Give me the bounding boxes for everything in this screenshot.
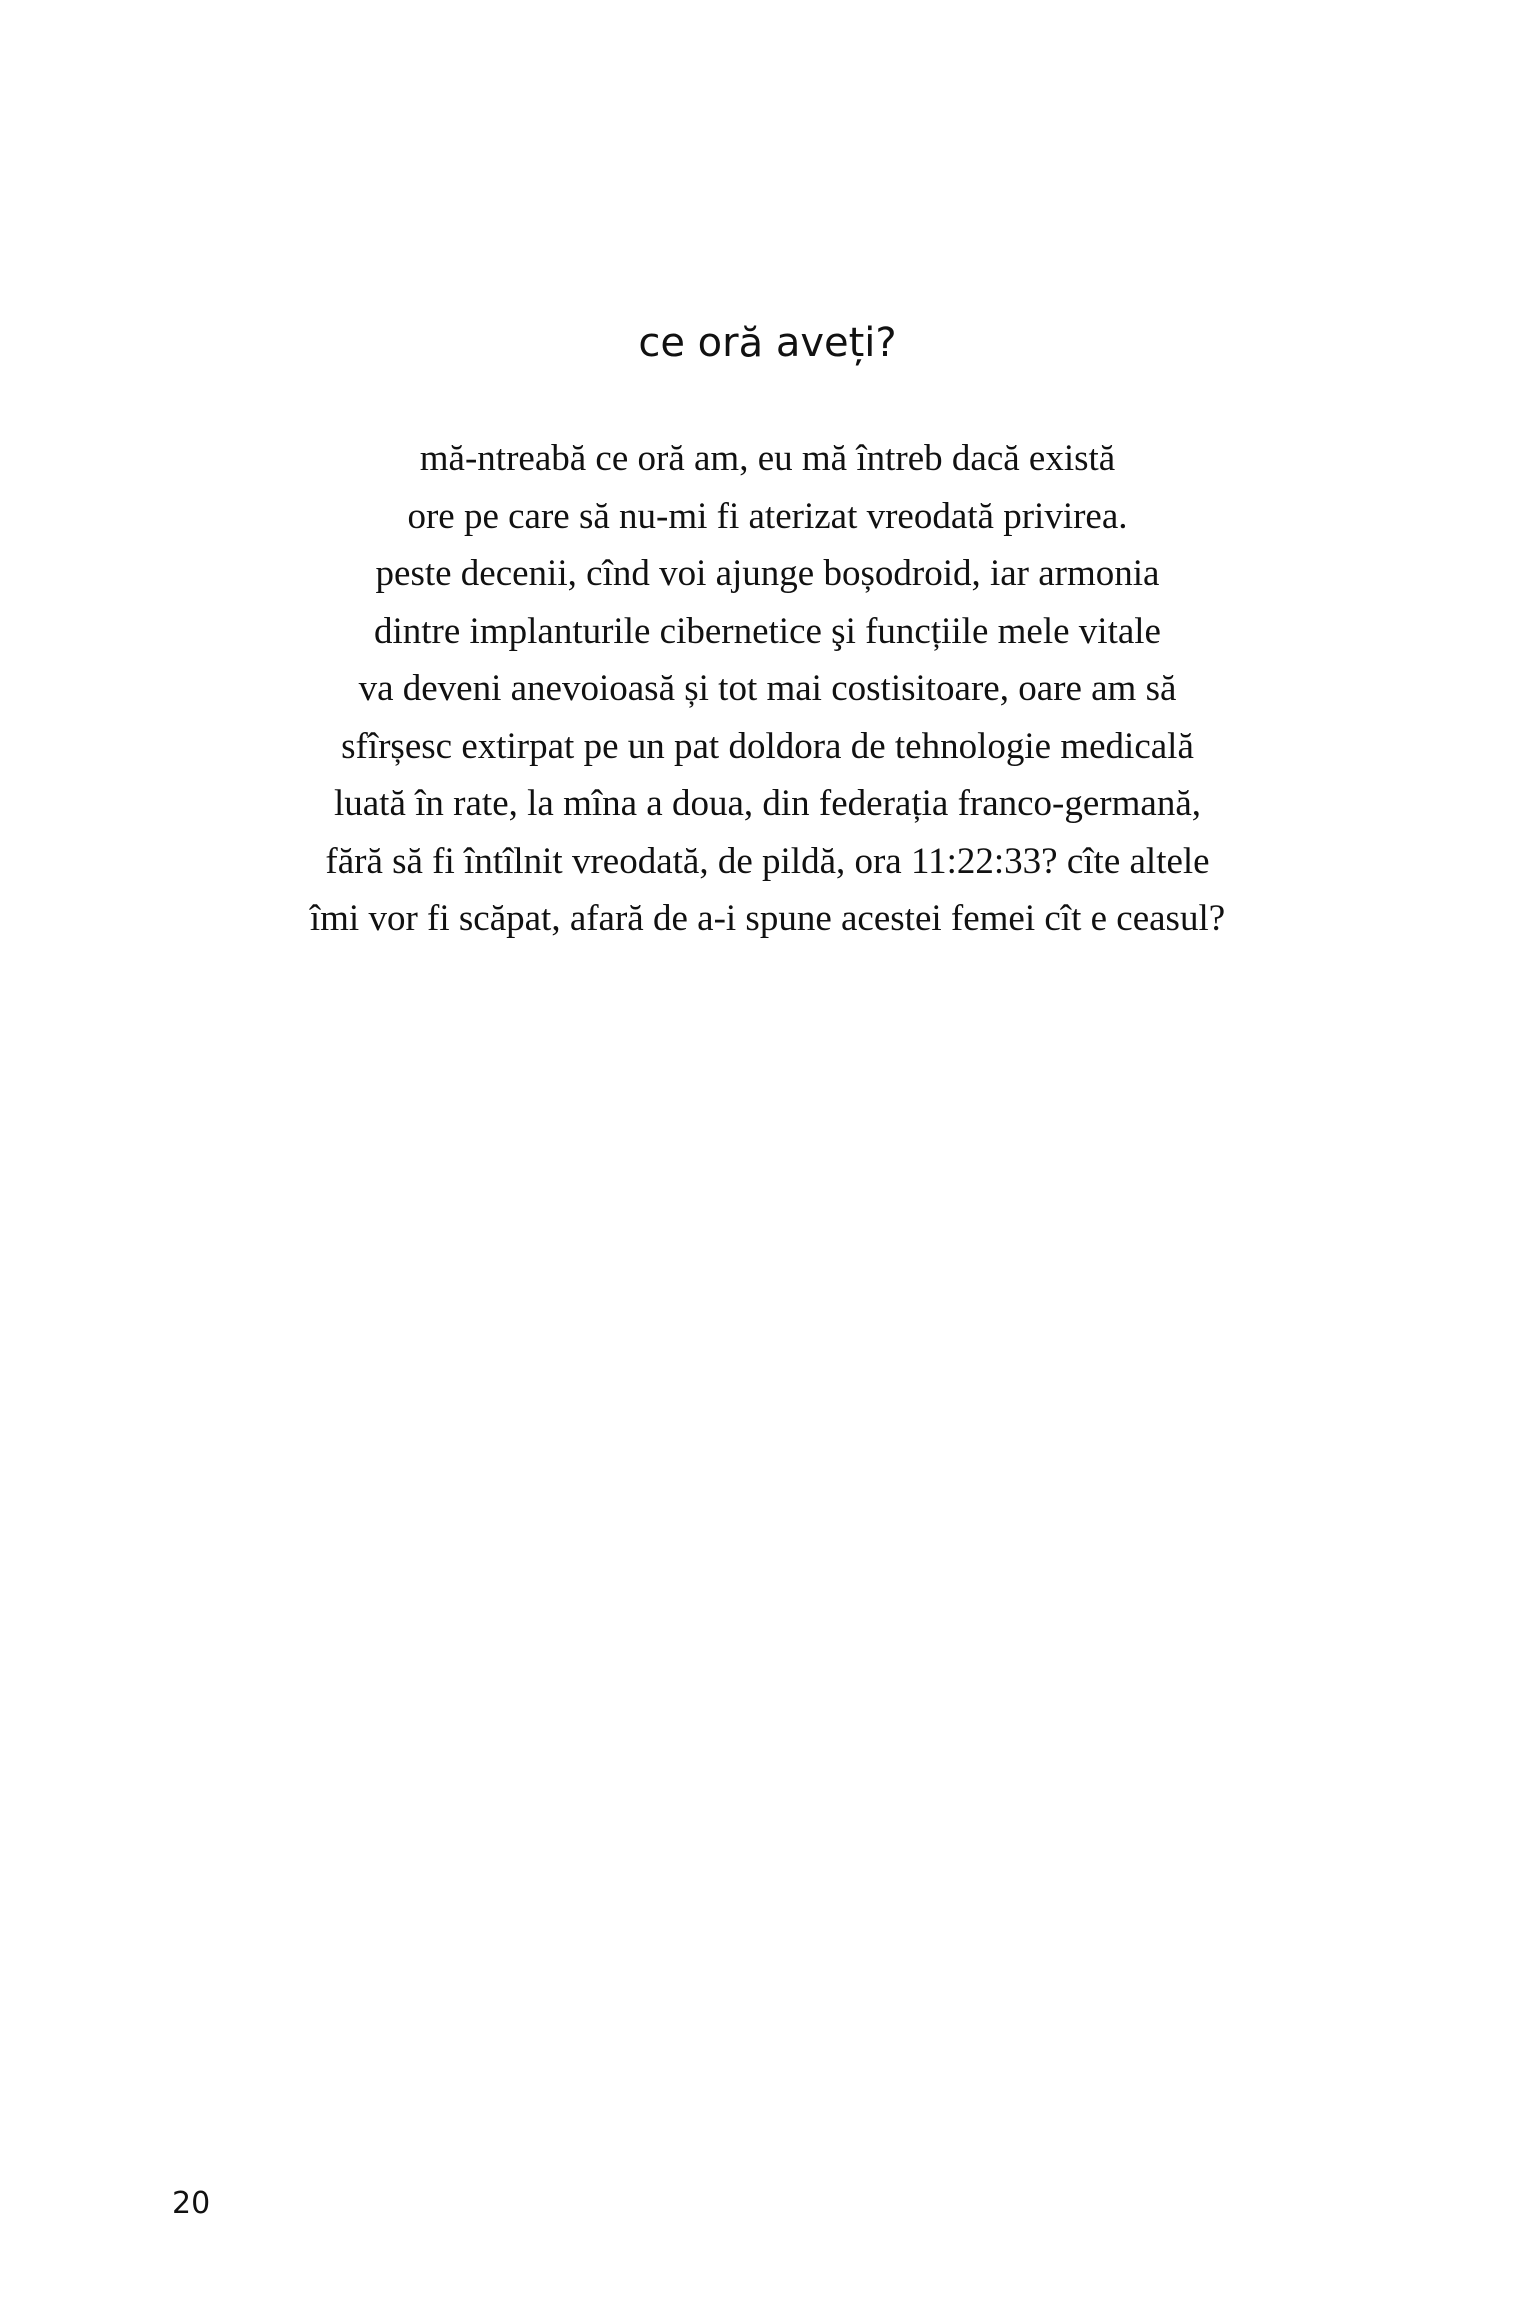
poem-title: ce oră aveți? (638, 320, 897, 366)
poem-body (0, 430, 1535, 948)
page-number: 20 (172, 2186, 211, 2221)
poem-line: mă-ntreabă ce oră am, eu mă întreb dacă există (419, 438, 1116, 479)
poem-line: sfîrșesc extirpat pe un pat doldora de tehnologie medicală (341, 725, 1194, 767)
poem-line: fără să fi întîlnit vreodată, de pildă, ora 11:22:33? cîte altele (325, 840, 1210, 882)
poem-line: dintre implanturile cibernetice şi funcțiile mele vitale (374, 610, 1161, 652)
poem-line: peste decenii, cînd voi ajunge boșodroid, iar armonia (375, 553, 1160, 594)
poem-line: va deveni anevoioasă și tot mai costisitoare, oare am să (358, 668, 1177, 709)
poem-line: ore pe care să nu-mi fi aterizat vreodată privirea. (407, 495, 1128, 537)
poem-line: îmi vor fi scăpat, afară de a-i spune acestei femei cît e ceasul? (309, 898, 1226, 939)
poem-line: luată în rate, la mîna a doua, din federația franco-germană, (333, 783, 1201, 824)
